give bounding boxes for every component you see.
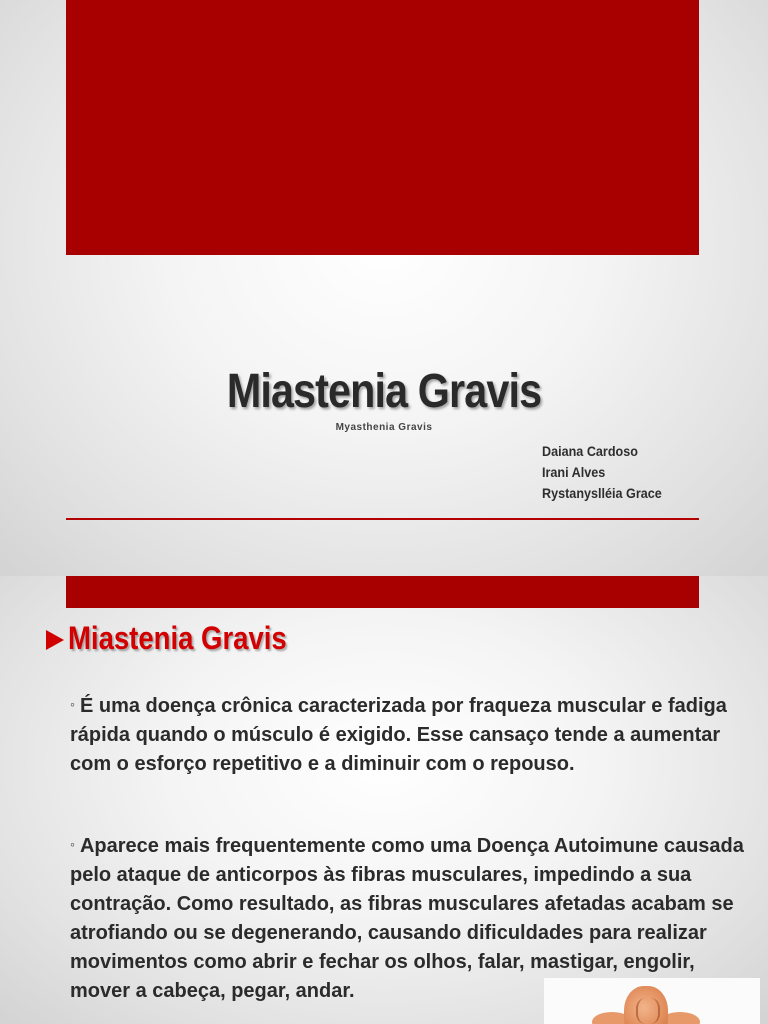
bullet-icon: ◦: [70, 836, 75, 852]
facial-muscle-lines: [636, 998, 660, 1024]
author-name: Irani Alves: [542, 464, 606, 480]
slide-subtitle: Myasthenia Gravis: [335, 422, 433, 433]
red-divider-line: [66, 518, 699, 520]
arrow-right-icon: [46, 630, 64, 650]
author-list: [542, 441, 662, 504]
bullet-icon: ◦: [70, 696, 75, 712]
red-header-block: [66, 0, 699, 255]
slide-title: Miastenia Gravis: [226, 365, 542, 418]
bullet-paragraph: [70, 690, 760, 779]
section-heading-text: Miastenia Gravis: [68, 620, 287, 656]
author-name: Rystanyslléia Grace: [542, 485, 662, 501]
paragraph-text: Aparece mais frequentemente como uma Doença Autoimune causada pelo ataque de anticorpos às fibras musculares, impedindo a sua contração. Como resultado, as fibras musculares afetadas acabam se atrofiando ou se degenerando, causando dificuldades para realizar movimentos como abrir e fechar os olhos, falar, mastigar, engolir, mover a cabeça, pegar, andar.: [70, 835, 744, 1002]
author-name: Daiana Cardoso: [542, 443, 638, 459]
anatomy-image: [544, 978, 760, 1024]
red-header-block: [66, 576, 699, 608]
content-slide: [0, 576, 768, 1024]
section-heading: [46, 620, 322, 657]
paragraph-text: É uma doença crônica caracterizada por fraqueza muscular e fadiga rápida quando o músculo é exigido. Esse cansaço tende a aumentar com o esforço repetitivo e a diminuir com o repouso.: [70, 695, 727, 775]
